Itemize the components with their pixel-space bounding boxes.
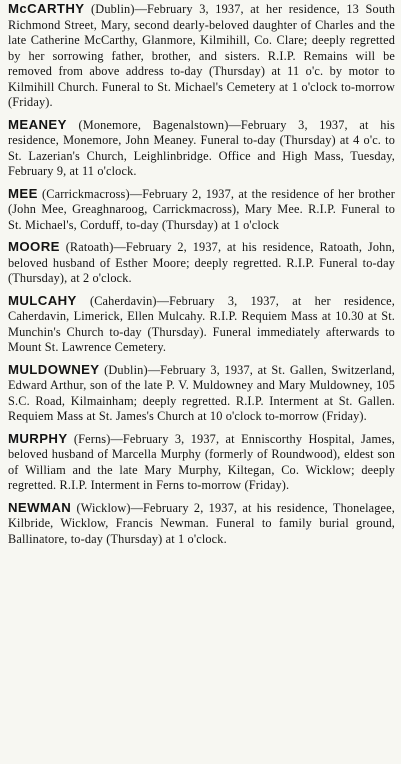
death-notice-meaney (8, 117, 395, 180)
notice-text: (Wicklow)—February 2, 1937, at his residence, Thonelagee, Kilbride, Wicklow, Francis Newman. Funeral to family burial ground, Ballinatore, to-day (Thursday) at 1 o'clock. (8, 500, 395, 546)
notice-text: (Ferns)—February 3, 1937, at Enniscorthy Hospital, James, beloved husband of Marcella Murphy (formerly of Roundwood), eldest son of William and the late Mary Murphy, Kiltegan, Co. Wicklow; deeply regretted. R.I.P. Interment in Ferns to-morrow (Friday). (8, 431, 395, 492)
notice-text: (Ratoath)—February 2, 1937, at his residence, Ratoath, John, beloved husband of Esther Moore; deeply regretted. R.I.P. Funeral to-day (Thursday), at 2 o'clock. (8, 240, 395, 285)
notice-paragraph (8, 186, 395, 234)
death-notice-newman (8, 500, 395, 548)
death-notice-mee (8, 186, 395, 234)
death-notice-mccarthy (8, 1, 395, 111)
notice-surname: MOORE (8, 239, 60, 254)
notice-text: (Monemore, Bagenalstown)—February 3, 1937, at his residence, Monemore, John Meaney. Funeral to-day (Thursday) at 4 o'c. to St. Lazerian's Church, Leighlinbridge. Office and High Mass, Tuesday, February 9, at 11 o'clock. (8, 117, 395, 178)
notice-text: (Caherdavin)—February 3, 1937, at her residence, Caherdavin, Limerick, Ellen Mulcahy. R.I.P. Requiem Mass at 10.30 at St. Munchin's Church to-day (Thursday). Funeral immediately afterwards to Mount St. Lawrence Cemetery. (8, 293, 395, 354)
death-notice-muldowney (8, 362, 395, 425)
notice-paragraph (8, 362, 395, 425)
notice-surname: MEE (8, 185, 38, 201)
notice-surname: McCARTHY (8, 1, 85, 16)
notice-surname: MURPHY (8, 430, 68, 446)
notice-paragraph (8, 500, 395, 548)
death-notice-moore (8, 239, 395, 287)
notice-text: (Dublin)—February 3, 1937, at St. Gallen, Switzerland, Edward Arthur, son of the late P. V. Muldowney and Mary Muldowney, 105 S.C. Road, Kilmainham; deeply regretted. R.I.P. Interment at St. Gallen. Requiem Mass at St. James's Church at 10 o'clock to-morrow (Friday). (8, 362, 395, 423)
notice-text: (Dublin)—February 3, 1937, at her residence, 13 South Richmond Street, Mary, second dearly-beloved daughter of Charles and the late Catherine McCarthy, Glanmore, Kilmihill, Co. Clare; deeply regretted by her sorrowing father, brother, and sisters. R.I.P. Remains will be removed from above address to-day (Thursday) at 11 o'c. by motor to Kilmihill Church. Funeral to St. Michael's Cemetery at 1 o'clock to-morrow (Friday). (8, 2, 395, 109)
notice-paragraph (8, 239, 395, 287)
notice-surname: NEWMAN (8, 499, 72, 515)
notice-paragraph (8, 293, 395, 356)
notice-surname: MEANEY (8, 116, 67, 132)
death-notice-murphy (8, 431, 395, 494)
notice-text: (Carrickmacross)—February 2, 1937, at the residence of her brother (John Mee, Greaghnaroog, Carrickmacross), Mary Mee. R.I.P. Funeral to St. Michael's, Corduff, to-day (Thursday) at 1 o'clock (8, 186, 395, 232)
notice-paragraph (8, 431, 395, 494)
death-notice-mulcahy (8, 293, 395, 356)
notice-paragraph (8, 1, 395, 111)
notice-paragraph (8, 117, 395, 180)
notice-surname: MULCAHY (8, 292, 77, 308)
notice-surname: MULDOWNEY (8, 361, 100, 377)
